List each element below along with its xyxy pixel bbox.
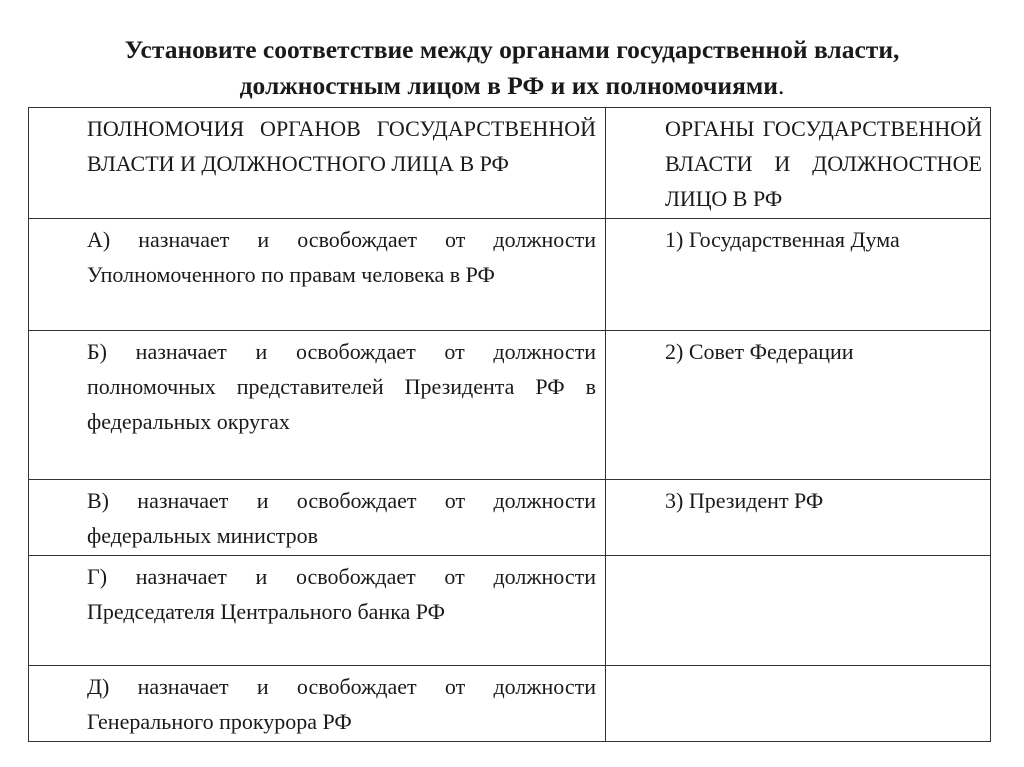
title-line-1: Установите соответствие между органами государственной власти, (124, 35, 900, 64)
body-cell-2: 2) Совет Федерации (606, 331, 991, 480)
body-cell-3: 3) Президент РФ (606, 480, 991, 556)
power-cell-g: Г) назначает и освобождает от должности Председателя Центрального банка РФ (29, 556, 606, 666)
power-cell-v: В) назначает и освобождает от должности федеральных министров (29, 480, 606, 556)
power-cell-b: Б) назначает и освобождает от должности полномочных представителей Президента РФ в федеральных округах (29, 331, 606, 480)
table-header-row (29, 108, 991, 219)
header-bodies-cell: ОРГАНЫ ГОСУДАРСТВЕННОЙ ВЛАСТИ И ДОЛЖНОСТНОЕ ЛИЦО В РФ (606, 108, 991, 219)
body-cell-empty-1 (606, 556, 991, 666)
body-cell-empty-2 (606, 666, 991, 742)
table-row (29, 480, 991, 556)
title-line-2-period: . (777, 71, 785, 100)
power-cell-d: Д) назначает и освобождает от должности Генерального прокурора РФ (29, 666, 606, 742)
body-cell-1: 1) Государственная Дума (606, 219, 991, 331)
power-cell-a: А) назначает и освобождает от должности Уполномоченного по правам человека в РФ (29, 219, 606, 331)
title-line-2-text: должностным лицом в РФ и их полномочиями (239, 71, 778, 100)
page-title (40, 32, 984, 104)
table-row (29, 556, 991, 666)
title-line-2 (40, 68, 984, 104)
table-row (29, 331, 991, 480)
matching-table (28, 107, 991, 742)
header-powers-cell: ПОЛНОМОЧИЯ ОРГАНОВ ГОСУДАРСТВЕННОЙ ВЛАСТИ И ДОЛЖНОСТНОГО ЛИЦА В РФ (29, 108, 606, 219)
table-row (29, 219, 991, 331)
table-row (29, 666, 991, 742)
